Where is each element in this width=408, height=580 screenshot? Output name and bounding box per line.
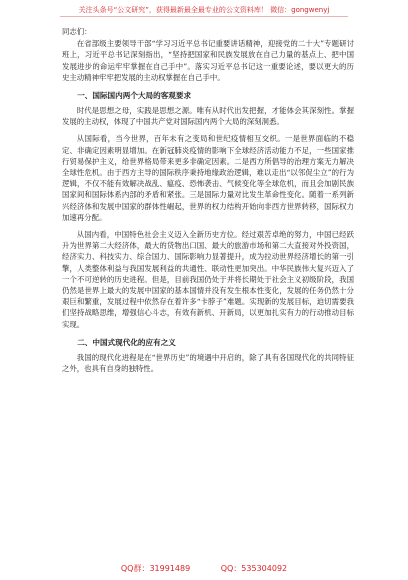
section-1-paragraph-3: 从国内看，中国特色社会主义迈入全新历史方位。经过艰苦卓绝的努力，中国已经跃升为世界第二大经济体，最大的货物出口国、最大的旅游市场和第二大直接对外投资国，经济实力、科技实力、综合国力、国际影响力显著提升，成为拉动世界经济增长的第一引擎，人类整体利益与我国发展利益的共通性、联动性更加突出。中华民族伟大复兴迈入了一个不可逆转的历史进程。但是，目前我国仍处于并将长期处于社会主义初级阶段，我国仍然是世界上最大的发展中国家的基本国情并没有发生根本性变化，发展的任务仍然十分艰巨和繁重，发展过程中依然存在着许多“卡脖子”难题。实现新的发展目标，迫切需要我们坚持战略思维，增强信心斗志，有效有新机、开新局，以更加扎实有力的行动推动目标实现。 bbox=[62, 230, 354, 329]
document-body bbox=[62, 26, 354, 374]
header-divider bbox=[60, 16, 348, 17]
greeting: 同志们： bbox=[62, 27, 92, 36]
footer-qq: QQ：535304092 bbox=[220, 564, 288, 573]
intro-paragraph: 在省部级主要领导干部“学习习近平总书记重要讲话精神，迎接党的二十大”专题研讨班上，习近平总书记深刻指出，“坚持把国家和民族发展放在自己力量的基点上、把中国发展进步的命运牢牢掌握在自己手中”。落实习近平总书记这一重要论述，要以更大的历史主动精神牢牢把发展的主动权掌握在自己手中。 bbox=[62, 39, 354, 82]
footer-qq-group: QQ群：31991489 bbox=[120, 564, 191, 573]
footer-contact bbox=[0, 564, 408, 574]
top-banner: 关注头条号“公文研究”，获得最新最全最专业的公文资料库！ 微信：gongwenyj bbox=[78, 6, 330, 14]
section-1-paragraph-1: 时代是思想之母，实践是思想之源。唯有从时代出发把握，才能体会其深刻性。掌握发展的主动权，体现了中国共产党对国际国内两个大局的深刻洞悉。 bbox=[62, 106, 354, 127]
section-1-heading: 一、国际国内两个大局的客观要求 bbox=[77, 91, 192, 101]
section-1-paragraph-2: 从国际看，当今世界，百年未有之变局和世纪疫情相互交织。一是世界面临的不稳定、非确定因素明显增加。在新冠肺炎疫情的影响下全球经济活动能力不足，一些国家推行贸易保护主义，给世界格局带来更多非确定因素。二是西方所倡导的治理方案无力解决全球性危机。由于西方主导的国际秩序秉持地缘政治逻辑，难以走出“以邻促尘立”的行为逻辑，不仅不能有效解决战乱、瘟疫、恐怖袭击、气候变化等全球危机，而且会加剧民族国家间和国际体系内部的矛盾和紧张。三是国际力量对比发生革命性变化。随着一系列新兴经济体和发展中国家的群体性崛起，世界的权力结构开始向非西方世界转移，国际权力加速再分配。 bbox=[62, 134, 354, 222]
section-2-heading: 二、中国式现代化的应有之义 bbox=[77, 337, 176, 347]
section-2-paragraph-1: 我国的现代化进程是在“世界历史”的境遇中开启的，除了具有各国现代化的共同特征之外，也具有自身的独特性。 bbox=[62, 352, 354, 374]
